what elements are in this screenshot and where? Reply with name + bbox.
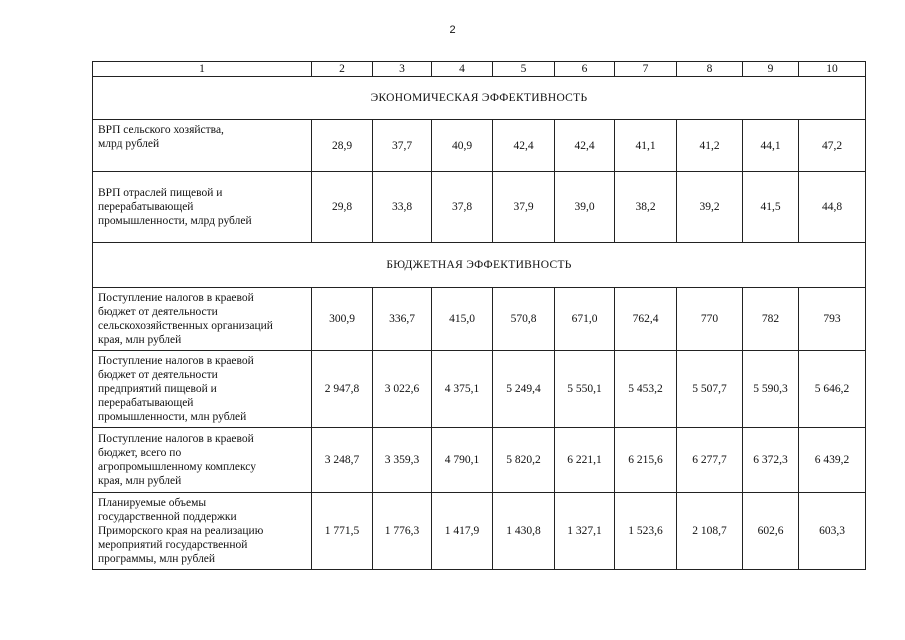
value-cell: 5 646,2: [799, 351, 866, 428]
column-number: 8: [677, 62, 743, 77]
page-number: 2: [449, 24, 456, 36]
value-cell: 5 590,3: [743, 351, 799, 428]
table-row: [93, 428, 866, 493]
value-cell: 6 439,2: [799, 428, 866, 493]
value-cell: 29,8: [312, 172, 373, 243]
value-cell: 3 248,7: [312, 428, 373, 493]
value-cell: 336,7: [373, 288, 432, 351]
value-cell: 1 771,5: [312, 493, 373, 570]
value-cell: 762,4: [615, 288, 677, 351]
value-cell: 1 776,3: [373, 493, 432, 570]
value-cell: 2 108,7: [677, 493, 743, 570]
row-label-line: промышленности, млн рублей: [98, 411, 247, 423]
value-cell: 41,1: [615, 120, 677, 172]
value-cell: 5 820,2: [493, 428, 555, 493]
value-cell: 41,2: [677, 120, 743, 172]
section-title-budget: БЮДЖЕТНАЯ ЭФФЕКТИВНОСТЬ: [93, 243, 866, 288]
row-label-line: сельскохозяйственных организаций: [98, 320, 273, 332]
value-cell: 570,8: [493, 288, 555, 351]
row-label: [93, 172, 312, 243]
table-row: [93, 120, 866, 172]
value-cell: 44,8: [799, 172, 866, 243]
section-row-economic: [93, 77, 866, 120]
value-cell: 37,7: [373, 120, 432, 172]
column-number: 4: [432, 62, 493, 77]
value-cell: 28,9: [312, 120, 373, 172]
row-label: [93, 288, 312, 351]
row-label-line: ВРП сельского хозяйства,: [98, 124, 224, 136]
value-cell: 671,0: [555, 288, 615, 351]
row-label-line: ВРП отраслей пищевой и: [98, 187, 223, 199]
column-number-row: [93, 62, 866, 77]
column-number: 2: [312, 62, 373, 77]
table-row: [93, 288, 866, 351]
column-number: 10: [799, 62, 866, 77]
value-cell: 38,2: [615, 172, 677, 243]
value-cell: 782: [743, 288, 799, 351]
row-label-line: бюджет от деятельности: [98, 369, 218, 381]
efficiency-table: [92, 61, 866, 570]
row-label: [93, 120, 312, 172]
row-label: [93, 493, 312, 570]
section-row-budget: [93, 243, 866, 288]
value-cell: 6 215,6: [615, 428, 677, 493]
column-number: 1: [93, 62, 312, 77]
value-cell: 40,9: [432, 120, 493, 172]
column-number: 5: [493, 62, 555, 77]
table-row: [93, 172, 866, 243]
value-cell: 41,5: [743, 172, 799, 243]
value-cell: 3 022,6: [373, 351, 432, 428]
column-number: 3: [373, 62, 432, 77]
row-label-line: промышленности, млрд рублей: [98, 215, 252, 227]
row-label-line: млрд рублей: [98, 138, 160, 150]
value-cell: 6 221,1: [555, 428, 615, 493]
value-cell: 4 790,1: [432, 428, 493, 493]
row-label-line: края, млн рублей: [98, 334, 182, 346]
row-label-line: Поступление налогов в краевой: [98, 292, 254, 304]
row-label-line: бюджет от деятельности: [98, 306, 218, 318]
value-cell: 5 453,2: [615, 351, 677, 428]
value-cell: 3 359,3: [373, 428, 432, 493]
value-cell: 33,8: [373, 172, 432, 243]
value-cell: 1 430,8: [493, 493, 555, 570]
table-row: [93, 351, 866, 428]
row-label-line: программы, млн рублей: [98, 553, 216, 565]
value-cell: 793: [799, 288, 866, 351]
row-label-line: Планируемые объемы: [98, 497, 207, 509]
row-label: [93, 351, 312, 428]
row-label-line: мероприятий государственной: [98, 539, 248, 551]
value-cell: 39,2: [677, 172, 743, 243]
column-number: 6: [555, 62, 615, 77]
value-cell: 37,8: [432, 172, 493, 243]
value-cell: 415,0: [432, 288, 493, 351]
row-label-line: предприятий пищевой и: [98, 383, 217, 395]
row-label-line: Поступление налогов в краевой: [98, 433, 254, 445]
value-cell: 39,0: [555, 172, 615, 243]
row-label: [93, 428, 312, 493]
value-cell: 6 277,7: [677, 428, 743, 493]
value-cell: 2 947,8: [312, 351, 373, 428]
value-cell: 300,9: [312, 288, 373, 351]
value-cell: 5 507,7: [677, 351, 743, 428]
value-cell: 602,6: [743, 493, 799, 570]
row-label-line: бюджет, всего по: [98, 447, 182, 459]
column-number: 9: [743, 62, 799, 77]
row-label-line: края, млн рублей: [98, 475, 182, 487]
value-cell: 603,3: [799, 493, 866, 570]
section-title-economic: ЭКОНОМИЧЕСКАЯ ЭФФЕКТИВНОСТЬ: [93, 77, 866, 120]
value-cell: 4 375,1: [432, 351, 493, 428]
value-cell: 47,2: [799, 120, 866, 172]
value-cell: 1 523,6: [615, 493, 677, 570]
value-cell: 1 327,1: [555, 493, 615, 570]
value-cell: 6 372,3: [743, 428, 799, 493]
row-label-line: государственной поддержки: [98, 511, 237, 523]
row-label-line: перерабатывающей: [98, 201, 194, 213]
value-cell: 770: [677, 288, 743, 351]
row-label-line: агропромышленному комплексу: [98, 461, 257, 473]
value-cell: 5 550,1: [555, 351, 615, 428]
column-number: 7: [615, 62, 677, 77]
row-label-line: перерабатывающей: [98, 397, 194, 409]
value-cell: 37,9: [493, 172, 555, 243]
value-cell: 5 249,4: [493, 351, 555, 428]
value-cell: 1 417,9: [432, 493, 493, 570]
row-label-line: Поступление налогов в краевой: [98, 355, 254, 367]
table-row: [93, 493, 866, 570]
value-cell: 42,4: [493, 120, 555, 172]
value-cell: 42,4: [555, 120, 615, 172]
value-cell: 44,1: [743, 120, 799, 172]
row-label-line: Приморского края на реализацию: [98, 525, 264, 537]
